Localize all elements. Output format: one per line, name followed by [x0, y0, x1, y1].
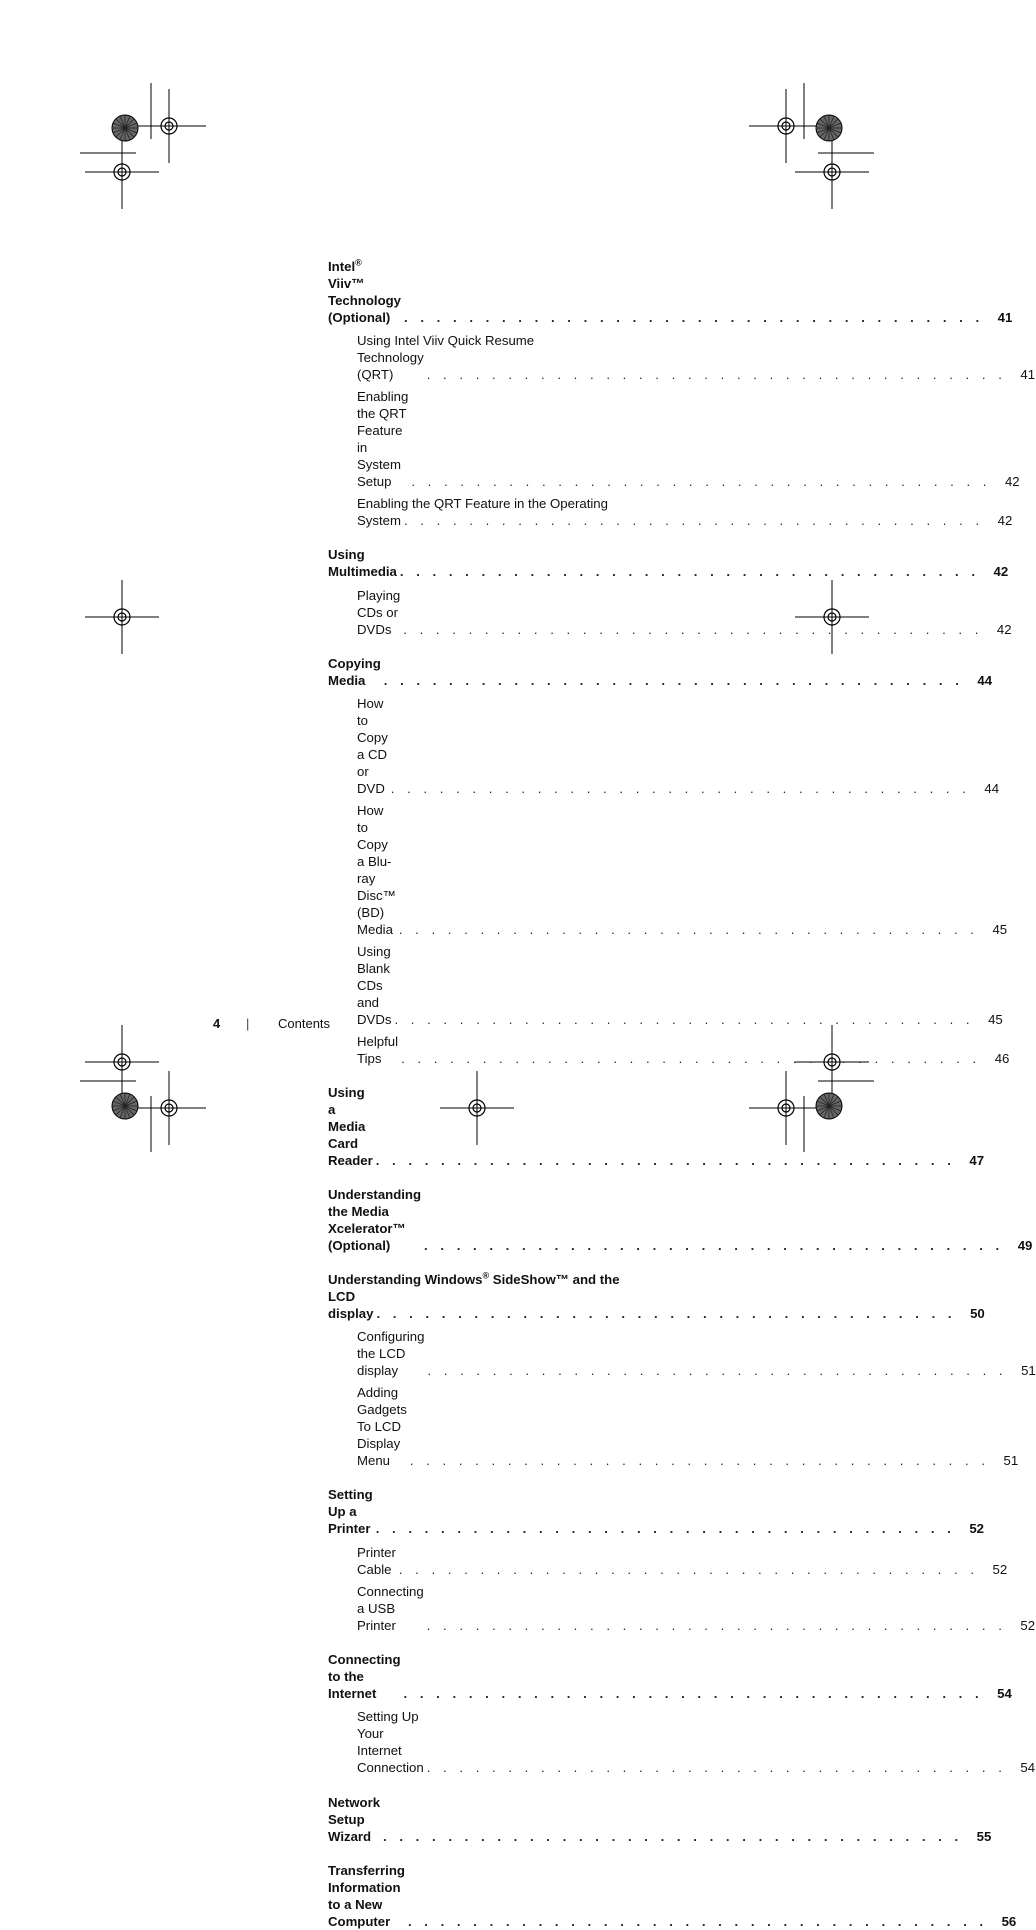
registered-mark: ® [355, 257, 362, 268]
toc-label-line2: System [357, 512, 404, 529]
toc-entry-blank-cds-dvds[interactable] [328, 943, 1003, 1028]
toc-entry-configuring-lcd[interactable] [328, 1328, 1036, 1379]
toc-entry-using-multimedia[interactable] [328, 546, 1009, 580]
toc-entry-windows-sideshow[interactable] [328, 1270, 985, 1322]
table-of-contents [328, 257, 1036, 1930]
toc-page-number: 54 [997, 1686, 1012, 1701]
toc-page-number: 52 [1020, 1618, 1036, 1633]
toc-page-number: 50 [970, 1306, 985, 1321]
toc-label: Adding Gadgets To LCD Display Menu [357, 1384, 410, 1469]
leader-dots: . . . . . . . . . . . . . . . . . . . . . . . . . . . . . . . . . . . . [401, 1051, 981, 1066]
toc-label: Connecting a USB Printer [357, 1583, 427, 1634]
toc-page-number: 41 [1020, 367, 1036, 382]
toc-label: Setting Up Your Internet Connection [357, 1708, 427, 1776]
toc-label-rest: Viiv™ Technology (Optional) [328, 276, 402, 325]
leader-dots: . . . . . . . . . . . . . . . . . . . . . . . . . . . . . . . . . . . . [383, 673, 964, 688]
leader-dots: . . . . . . . . . . . . . . . . . . . . . . . . . . . . . . . . . . . . [390, 781, 971, 796]
toc-entry-enabling-qrt-system-setup[interactable] [328, 388, 1020, 490]
toc-label: Helpful Tips [357, 1033, 401, 1067]
leader-dots: . . . . . . . . . . . . . . . . . . . . . . . . . . . . . . . . . . . . [403, 1686, 984, 1701]
leader-dots: . . . . . . . . . . . . . . . . . . . . . . . . . . . . . . . . . . . . [404, 310, 984, 325]
toc-label: Intel [328, 259, 356, 274]
leader-dots: . . . . . . . . . . . . . . . . . . . . . . . . . . . . . . . . . . . . [383, 1829, 963, 1844]
toc-page-number: 46 [994, 1051, 1010, 1066]
toc-entry-intel-viiv[interactable] [328, 257, 1013, 326]
toc-label: Configuring the LCD display [357, 1328, 427, 1379]
toc-label: Using Intel Viiv Quick Resume [357, 333, 535, 348]
leader-dots: . . . . . . . . . . . . . . . . . . . . . . . . . . . . . . . . . . . . [407, 1914, 988, 1929]
toc-entry-copying-media[interactable] [328, 655, 993, 689]
toc-entry-transferring-information[interactable] [328, 1862, 1017, 1930]
leader-dots: . . . . . . . . . . . . . . . . . . . . . . . . . . . . . . . . . . . . [399, 564, 980, 579]
toc-label: How to Copy a CD or DVD [357, 695, 391, 797]
toc-entry-enabling-qrt-operating-system[interactable] [328, 495, 1013, 529]
footer-section-title: Contents [278, 1016, 331, 1031]
toc-label: Understanding Windows [328, 1272, 483, 1287]
toc-page-number: 42 [996, 622, 1012, 637]
toc-label: How to Copy a Blu-ray Disc™ (BD) Media [357, 802, 399, 938]
leader-dots: . . . . . . . . . . . . . . . . . . . . . . . . . . . . . . . . . . . . [426, 1618, 1007, 1633]
toc-page-number: 51 [1003, 1453, 1019, 1468]
toc-label-rest: SideShow™ and the [489, 1272, 620, 1287]
toc-label: Network Setup Wizard [328, 1794, 383, 1845]
toc-entry-printer-cable[interactable] [328, 1544, 1008, 1578]
toc-label: Using Multimedia [328, 546, 400, 580]
toc-page-number: 42 [1004, 474, 1020, 489]
leader-dots: . . . . . . . . . . . . . . . . . . . . . . . . . . . . . . . . . . . . [403, 622, 983, 637]
toc-entry-media-card-reader[interactable] [328, 1084, 985, 1169]
leader-dots: . . . . . . . . . . . . . . . . . . . . . . . . . . . . . . . . . . . . [426, 1760, 1007, 1775]
toc-page-number: 42 [993, 564, 1009, 579]
leader-dots: . . . . . . . . . . . . . . . . . . . . . . . . . . . . . . . . . . . . [376, 1306, 957, 1321]
toc-label-line2: LCD display [328, 1288, 376, 1322]
leader-dots: . . . . . . . . . . . . . . . . . . . . . . . . . . . . . . . . . . . . [398, 922, 979, 937]
toc-entry-usb-printer[interactable] [328, 1583, 1036, 1634]
leader-dots: . . . . . . . . . . . . . . . . . . . . . . . . . . . . . . . . . . . . [427, 1363, 1008, 1378]
toc-label-line2: Technology (QRT) [357, 349, 427, 383]
leader-dots: . . . . . . . . . . . . . . . . . . . . . . . . . . . . . . . . . . . . [403, 513, 984, 528]
toc-label: Using Blank CDs and DVDs [357, 943, 394, 1028]
toc-label: Enabling the QRT Feature in the Operating [357, 496, 608, 511]
toc-page-number: 44 [977, 673, 993, 688]
toc-entry-network-setup-wizard[interactable] [328, 1794, 992, 1845]
toc-page-number: 45 [992, 922, 1008, 937]
leader-dots: . . . . . . . . . . . . . . . . . . . . . . . . . . . . . . . . . . . . [375, 1521, 956, 1536]
toc-page-number: 54 [1020, 1760, 1036, 1775]
toc-page-number: 41 [997, 310, 1013, 325]
toc-entry-copy-cd-dvd[interactable] [328, 695, 1000, 797]
toc-entry-using-intel-viiv-quick-resume[interactable] [328, 332, 1036, 383]
leader-dots: . . . . . . . . . . . . . . . . . . . . . . . . . . . . . . . . . . . . [398, 1562, 979, 1577]
leader-dots: . . . . . . . . . . . . . . . . . . . . . . . . . . . . . . . . . . . . [426, 367, 1007, 382]
toc-label: Copying Media [328, 655, 384, 689]
leader-dots: . . . . . . . . . . . . . . . . . . . . . . . . . . . . . . . . . . . . [424, 1238, 1004, 1253]
toc-label: Printer Cable [357, 1544, 399, 1578]
toc-page-number: 44 [984, 781, 1000, 796]
toc-entry-media-xcelerator[interactable] [328, 1186, 1033, 1254]
toc-entry-setting-up-printer[interactable] [328, 1486, 985, 1537]
toc-label: Connecting to the Internet [328, 1651, 404, 1702]
toc-page-number: 52 [992, 1562, 1008, 1577]
toc-label: Understanding the Media Xcelerator™ (Optional) [328, 1186, 424, 1254]
toc-entry-internet-connection[interactable] [328, 1708, 1036, 1776]
toc-entry-copy-blu-ray[interactable] [328, 802, 1008, 938]
toc-entry-adding-gadgets[interactable] [328, 1384, 1019, 1469]
leader-dots: . . . . . . . . . . . . . . . . . . . . . . . . . . . . . . . . . . . . [411, 474, 991, 489]
registered-mark: ® [482, 1270, 490, 1281]
toc-entry-playing-cds-dvds[interactable] [328, 587, 1012, 638]
toc-page-number: 51 [1021, 1363, 1036, 1378]
toc-page-number: 52 [969, 1521, 985, 1536]
leader-dots: . . . . . . . . . . . . . . . . . . . . . . . . . . . . . . . . . . . . [409, 1453, 990, 1468]
footer-page-number: 4 [213, 1016, 221, 1031]
toc-entry-helpful-tips[interactable] [328, 1033, 1010, 1067]
leader-dots: . . . . . . . . . . . . . . . . . . . . . . . . . . . . . . . . . . . . [394, 1012, 975, 1027]
toc-label: Transferring Information to a New Computer [328, 1862, 408, 1930]
toc-page-number: 56 [1001, 1914, 1017, 1929]
toc-page-number: 49 [1017, 1238, 1033, 1253]
toc-page-number: 47 [969, 1153, 985, 1168]
toc-label: Playing CDs or DVDs [357, 587, 403, 638]
toc-label: Using a Media Card Reader [328, 1084, 376, 1169]
leader-dots: . . . . . . . . . . . . . . . . . . . . . . . . . . . . . . . . . . . . [375, 1153, 956, 1168]
footer-separator: | [246, 1016, 250, 1031]
toc-entry-connecting-internet[interactable] [328, 1651, 1012, 1702]
toc-label: Setting Up a Printer [328, 1486, 376, 1537]
toc-page-number: 55 [976, 1829, 992, 1844]
toc-label: Enabling the QRT Feature in System Setup [357, 388, 411, 490]
toc-page-number: 45 [988, 1012, 1003, 1027]
toc-page-number: 42 [997, 513, 1013, 528]
